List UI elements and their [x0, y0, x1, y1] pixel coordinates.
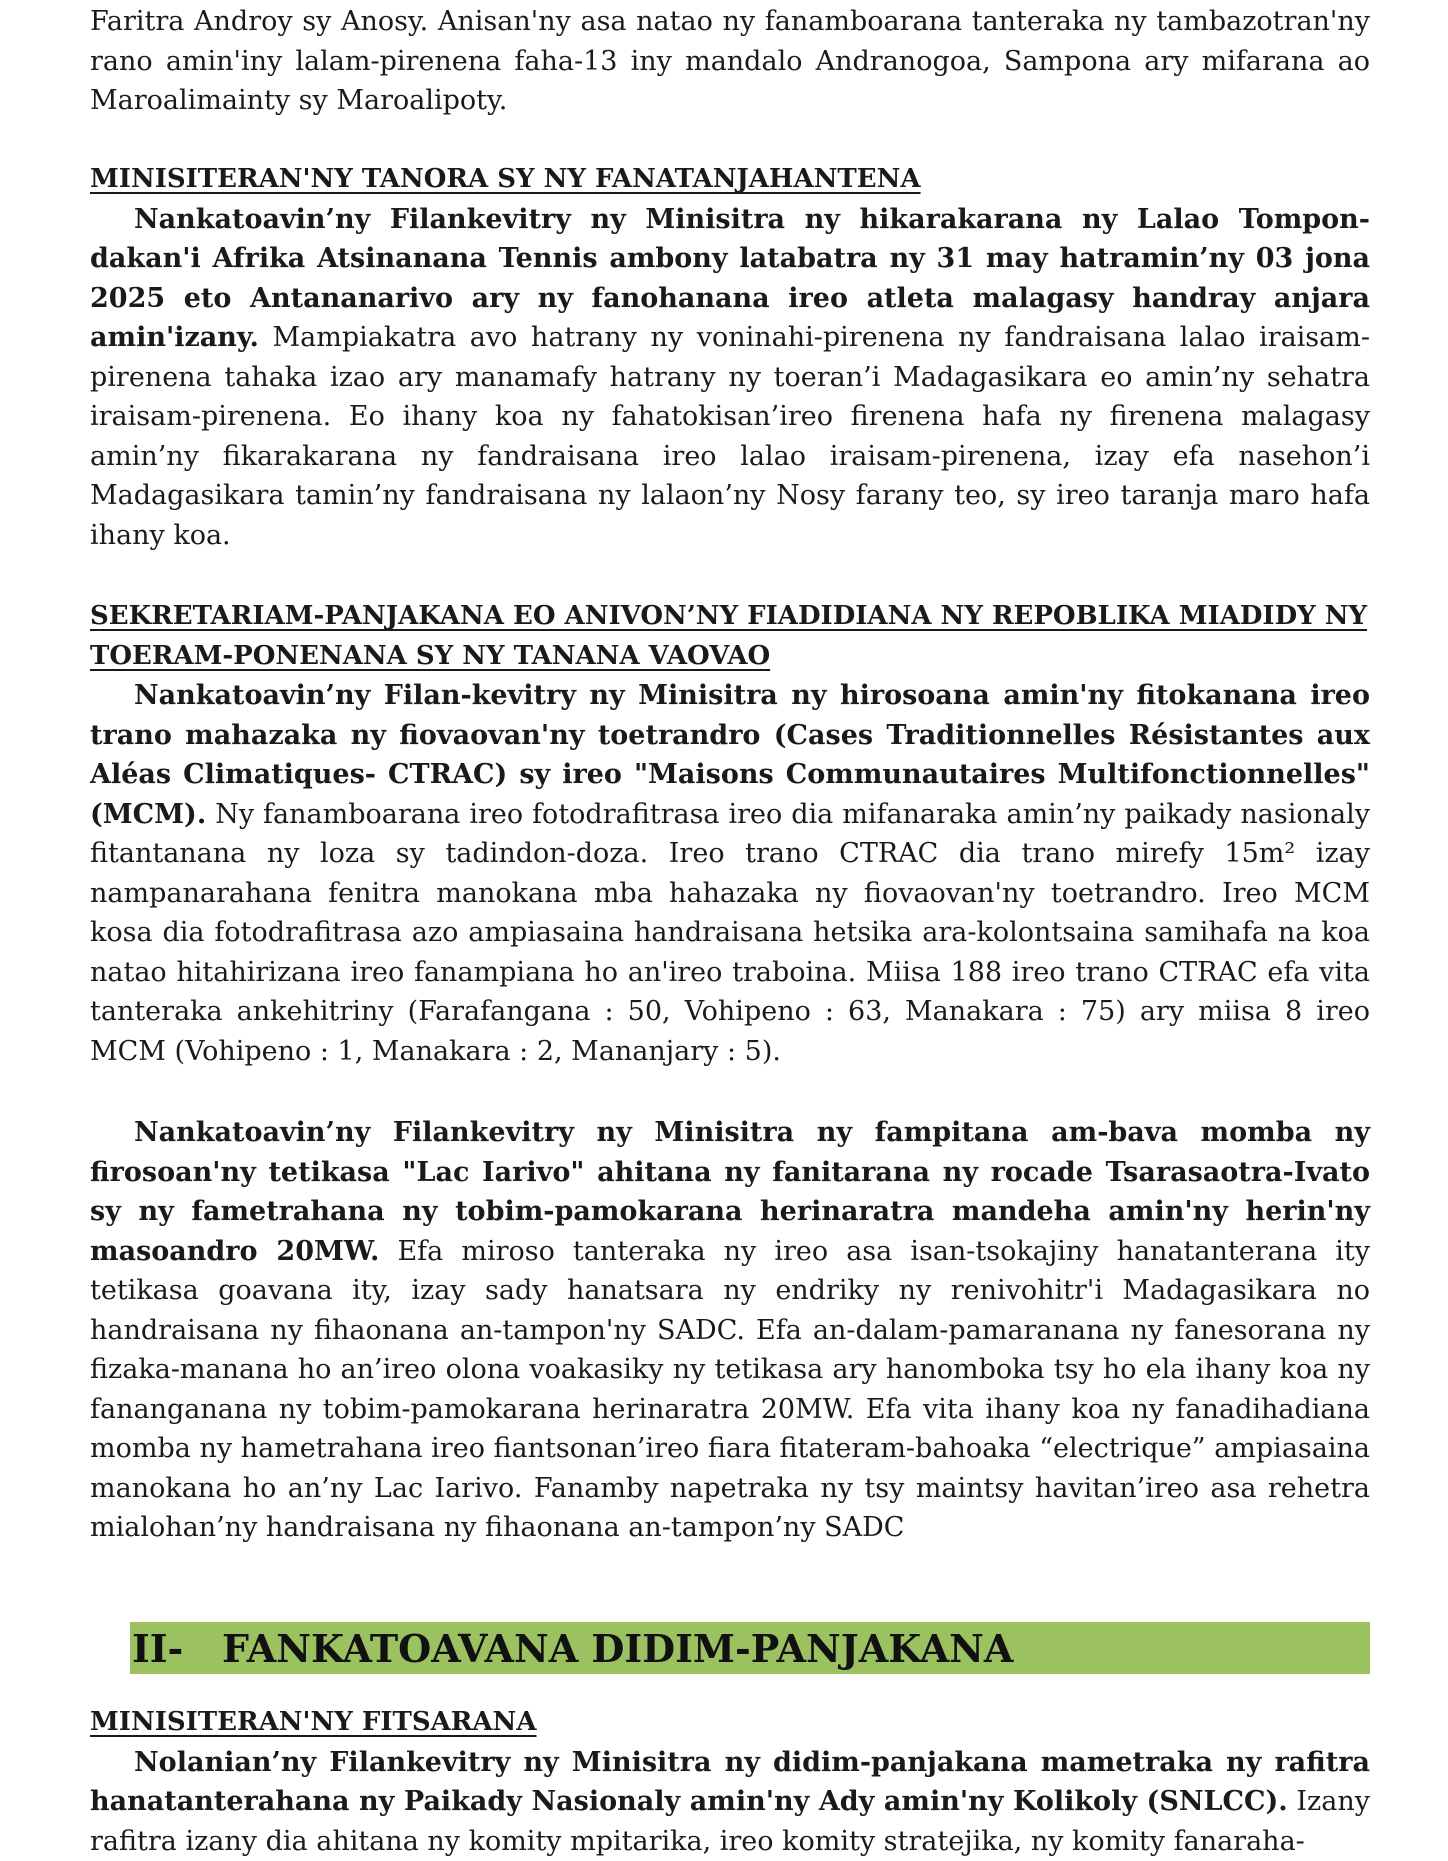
intro-paragraph: Faritra Androy sy Anosy. Anisan'ny asa natao ny fanamboarana tanteraka ny tambazotran'ny rano amin'iny lalam-pirenena faha-13 iny mandalo Andranogoa, Sampona ary mifarana ao Maroalimainty sy Maroalipoty. [90, 2, 1370, 121]
youth-sports-section [90, 160, 1370, 555]
decision-lede: Nankatoavin’ny Filankevitry ny Minisitra ny fampitana am-bava momba ny firosoan'ny tetikasa "Lac Iarivo" ahitana ny fanitarana ny rocade Tsarasaotra-Ivato sy ny fametrahana ny tobim-pamokarana herinaratra mandeha amin'ny herin'ny masoandro 20MW. [90, 1117, 1370, 1267]
paragraph-body: Izany rafitra izany dia ahitana ny komity mpitarika, ireo komity stratejika, ny komity fanaraha- [90, 1786, 1370, 1857]
section-heading-youth-sports: MINISITERAN'NY TANORA SY NY FANATANJAHANTENA [90, 160, 1370, 200]
paragraph-body: Ny fanamboarana ireo fotodrafitrasa ireo dia mifanaraka amin’ny paikady nasionaly fitantanana ny loza sy tadindon-doza. Ireo trano CTRAC dia trano mirefy 15m² izay nampanarahana fenitra manokana mba hahazaka ny fiovaovan'ny toetrandro. Ireo MCM kosa dia fotodrafitrasa azo ampiasaina handraisana hetsika ara-kolontsaina samihafa na koa natao hitahirizana ireo fanampiana ho an'ireo traboina. Miisa 188 ireo trano CTRAC efa vita tanteraka ankehitriny (Farafangana : 50, Vohipeno : 63, Manakara : 75) ary miisa 8 ireo MCM (Vohipeno : 1, Manakara : 2, Mananjary : 5). [90, 799, 1370, 1067]
section-heading-secretariat: SEKRETARIAM-PANJAKANA EO ANIVON’NY FIADIDIANA NY REPOBLIKA MIADIDY NY TOERAM-PONENANA SY NY TANANA VAOVAO [90, 597, 1370, 676]
paragraph-body: Efa miroso tanteraka ny ireo asa isan-tsokajiny hanatanterana ity tetikasa goavana ity, izay sady hanatsara ny endriky ny renivohitr'i Madagasikara no handraisana ny fihaonana an-tampon'ny SADC. Efa an-dalam-pamaranana ny fanesorana ny fizaka-manana ho an’ireo olona voakasiky ny tetikasa ary hanomboka tsy ho ela ihany koa ny fananganana ny tobim-pamokarana herinaratra 20MW. Efa vita ihany koa ny fanadihadiana momba ny hametrahana ireo fiantsonan’ireo fiara fitateram-bahoaka “electrique” ampiasaina manokana ho an’ny Lac Iarivo. Fanamby napetraka ny tsy maintsy havitan’ireo asa rehetra mialohan’ny handraisana ny fihaonana an-tampon’ny SADC [90, 1236, 1370, 1544]
justice-paragraph [90, 1743, 1370, 1861]
paragraph-body: Mampiakatra avo hatrany ny voninahi-pirenena ny fandraisana lalao iraisam-pirenena tahaka izao ary manamafy hatrany ny toeran’i Madagasikara eo amin’ny sehatra iraisam-pirenena. Eo ihany koa ny fahatokisan’ireo firenena hafa ny firenena malagasy amin’ny fikarakarana ny fandraisana ireo lalao iraisam-pirenena, izay efa nasehon’i Madagasikara tamin’ny fandraisana ny lalaon’ny Nosy farany teo, sy ireo taranja maro hafa ihany koa. [90, 322, 1370, 551]
lac-iarivo-paragraph [90, 1113, 1370, 1548]
decision-lede: Nolanian’ny Filankevitry ny Minisitra ny didim-panjakana mametraka ny rafitra hanatanterahana ny Paikady Nasionaly amin'ny Ady amin'ny Kolikoly (SNLCC). [90, 1747, 1370, 1818]
youth-sports-paragraph [90, 200, 1370, 556]
secretariat-section [90, 597, 1370, 1071]
justice-section [90, 1703, 1370, 1861]
intro-section [90, 2, 1370, 121]
decision-lede: Nankatoavin’ny Filan-kevitry ny Minisitra ny hirosoana amin'ny fitokanana ireo trano mahazaka ny fiovaovan'ny toetrandro (Cases Traditionnelles Résistantes aux Aléas Climatiques- CTRAC) sy ireo "Maisons Communautaires Multifonctionnelles" (MCM). [90, 680, 1370, 830]
decision-lede: Nankatoavin’ny Filankevitry ny Minisitra ny hikarakarana ny Lalao Tompon-dakan'i Afrika Atsinanana Tennis ambony latabatra ny 31 may hatramin’ny 03 jona 2025 eto Antananarivo ary ny fanohanana ireo atleta malagasy handray anjara amin'izany. [90, 204, 1370, 354]
secretariat-paragraph [90, 676, 1370, 1071]
section-number: II- [130, 1626, 222, 1671]
section-heading-justice: MINISITERAN'NY FITSARANA [90, 1703, 1370, 1743]
section-title: FANKATOAVANA DIDIM-PANJAKANA [222, 1626, 1013, 1671]
lac-iarivo-section [90, 1113, 1370, 1548]
section-title-bar [130, 1622, 1370, 1674]
